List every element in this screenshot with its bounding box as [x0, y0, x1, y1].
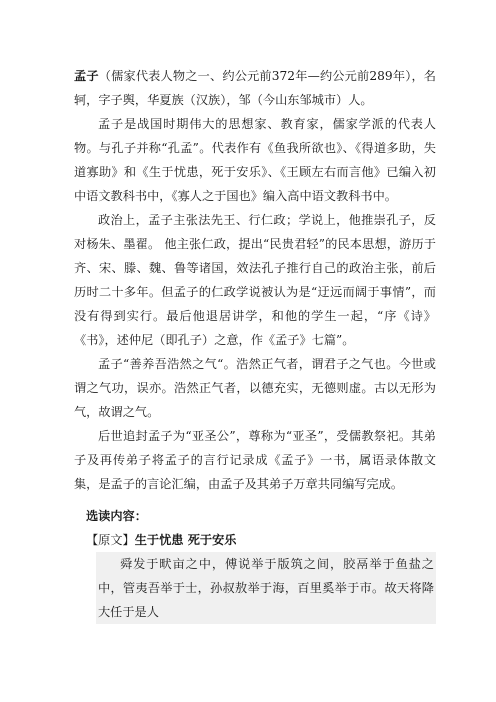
- paragraph-biography: 孟子是战国时期伟大的思想家、教育家，儒家学派的代表人物。与孔子并称“孔孟”。代表作有《鱼我所欲也》、《得道多助，失道寡助》和《生于忧患，死于安乐》、《王顾左右而言他》已编入初中语文教科书中，《寡人之于国也》编入高中语文教科书中。: [74, 117, 436, 203]
- yuanwen-heading: [74, 528, 436, 552]
- intro-name: 孟子: [74, 69, 99, 83]
- yuanwen-title: 生于忧患 死于安乐: [134, 533, 237, 547]
- section-heading: 选读内容：: [86, 509, 147, 523]
- paragraph-politics: 政治上，孟子主张法先王、行仁政；学说上，他推崇孔子，反对杨朱、墨翟。 他主张仁政，提出“民贵君轻”的民本思想，游历于齐、宋、滕、魏、鲁等诸国，效法孔子推行自己的政治主张，前后历时二十多年。但孟子的仁政学说被认为是“迂远而阔于事情”，而没有得到实行。最后他退居讲学，和他的学生一起，“序《诗》《书》，述仲尼（即孔子）之意，作《孟子》七篇”。: [74, 213, 436, 347]
- intro-paragraph: [74, 64, 436, 112]
- yuanwen-tag: 【原文】: [86, 533, 135, 547]
- paragraph-legacy: 后世追封孟子为“亚圣公”，尊称为“亚圣”，受儒教祭祀。其弟子及再传弟子将孟子的言行记录成《孟子》一书，属语录体散文集，是孟子的言论汇编，由孟子及其弟子万章共同编写完成。: [74, 429, 436, 491]
- excerpt-block: [96, 552, 436, 624]
- excerpt-text: 舜发于畎亩之中，傅说举于版筑之间，胶鬲举于鱼盐之中，管夷吾举于士，孙叔敖举于海，百里奚举于市。故天将降大任于是人: [98, 557, 434, 619]
- paragraph-haoran-qi: 孟子“善养吾浩然之气“。浩然正气者，谓君子之气也。今世或谓之气功，误亦。浩然正气者，以德充实，无德则虚。古以无形为气，故谓之气。: [74, 357, 436, 419]
- intro-text: （儒家代表人物之一、约公元前372年—约公元前289年），名轲，字子舆，华夏族（汉族），邹（今山东邹城市）人。: [74, 69, 436, 107]
- document-page: [74, 64, 436, 624]
